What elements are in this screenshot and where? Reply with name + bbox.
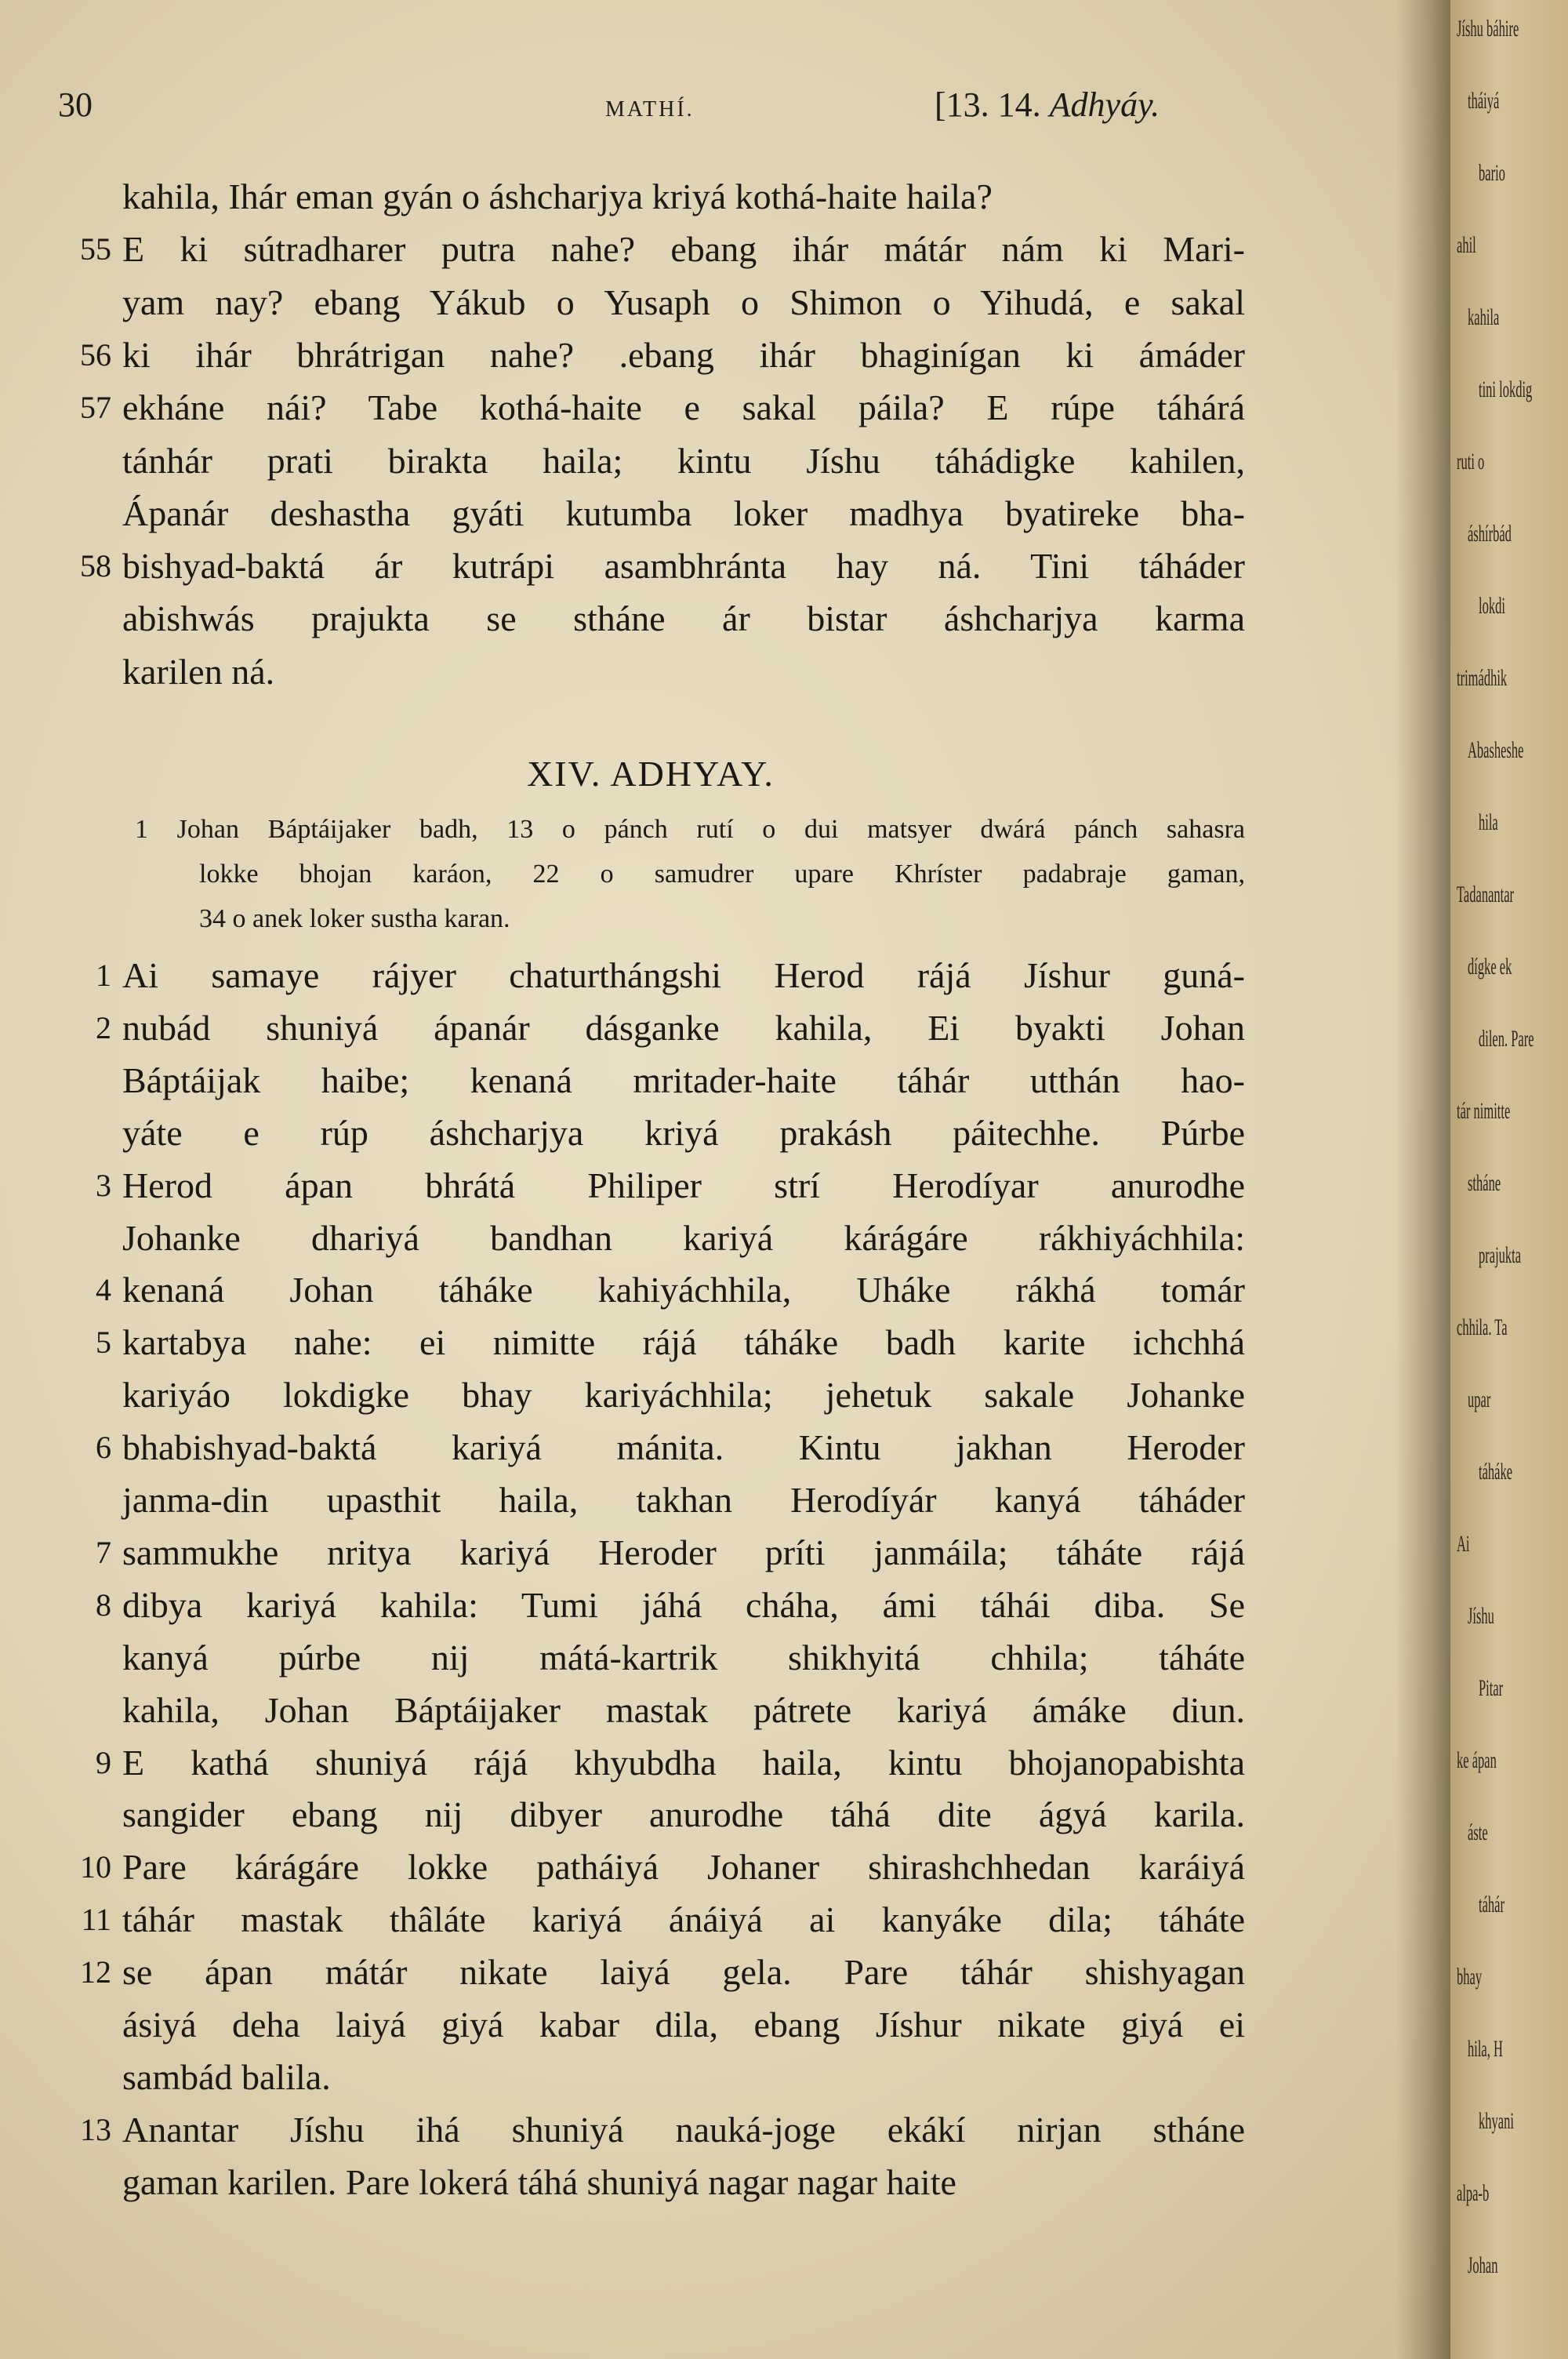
verse-number: 56 [80,336,111,373]
text-line: Pare kárágáre lokke patháiyá Johaner shirashchhedan karáiyá [122,1847,1245,1888]
facing-page-fragment: Jíshu báhire [1457,16,1519,42]
text-line: sammukhe nritya kariyá Heroder príti janmáila; táháte rájá [122,1532,1245,1572]
text-line: sangider ebang nij dibyer anurodhe táhá dite ágyá karila. [122,1794,1245,1835]
chapter-reference [935,85,1160,125]
verse-number: 6 [96,1430,111,1466]
text-line: bhabishyad-baktá kariyá mánita. Kintu jakhan Heroder [122,1427,1245,1468]
facing-page-fragment: Ai [1457,1531,1470,1557]
facing-page-fragment: trimádhik [1457,665,1508,691]
text-line: Herod ápan bhrátá Philiper strí Herodíyar anurodhe [122,1165,1245,1205]
facing-page-fragment: tár nimitte [1457,1098,1511,1124]
text-line: karilen ná. [122,651,275,692]
facing-page-fragment: prajukta [1479,1242,1522,1268]
text-line: kanyá púrbe nij mátá-kartrik shikhyitá chhila; táháte [122,1637,1245,1677]
verse-number: 10 [80,1849,111,1885]
facing-page-fragment: Pitar [1479,1675,1504,1701]
summary-line: 1 Johan Báptáijaker badh, 13 o pánch rutí o dui matsyer dwárá pánch sahasra [135,815,1245,844]
verse-number: 13 [80,2111,111,2147]
text-line: yam nay? ebang Yákub o Yusaph o Shimon o Yihudá, e sakal [122,282,1245,322]
text-line: kahila, Johan Báptáijaker mastak pátrete kariyá ámáke diun. [122,1689,1245,1730]
verse-number: 58 [80,548,111,584]
text-line: ki ihár bhrátrigan nahe? .ebang ihár bhaginígan ki ámáder [122,334,1245,375]
verse-number: 2 [96,1009,111,1045]
facing-page-fragment: alpa-b [1457,2180,1490,2206]
text-line: táhár mastak thâláte kariyá ánáiyá ai kanyáke dila; táháte [122,1899,1245,1940]
summary-line: 34 o anek loker sustha karan. [199,904,510,933]
facing-page-fragment: khyani [1479,2108,1514,2134]
book-gutter-shadow [1396,0,1450,2359]
verse-number: 7 [96,1534,111,1570]
text-line: yáte e rúp áshcharjya kriyá prakásh páitechhe. Púrbe [122,1112,1245,1153]
verse-number: 4 [96,1272,111,1308]
verse-number: 9 [96,1744,111,1780]
text-line: tánhár prati birakta haila; kintu Jíshu táhádigke kahilen, [122,440,1245,481]
verse-number: 55 [80,231,111,267]
verse-number: 5 [96,1325,111,1361]
text-line: janma-din upasthit haila, takhan Herodíyár kanyá táháder [122,1480,1245,1520]
facing-page-fragment: tini lokdig [1479,376,1533,402]
facing-page-fragment: hila [1479,809,1498,835]
verse-number: 12 [80,1954,111,1990]
facing-page-fragment: táháke [1479,1459,1513,1485]
text-line: nubád shuniyá ápanár dásganke kahila, Ei byakti Johan [122,1007,1245,1048]
facing-page-fragment: Johan [1468,2252,1498,2278]
facing-page-fragment: tháiyá [1468,88,1500,114]
text-line: se ápan mátár nikate laiyá gela. Pare táhár shishyagan [122,1952,1245,1993]
facing-page-fragment: ke ápan [1457,1747,1497,1773]
facing-page-fragment: kahila [1468,304,1500,330]
chapter-reference-numbers: [13. 14. [935,85,1041,124]
text-line: E kathá shuniyá rájá khyubdha haila, kintu bhojanopabishta [122,1742,1245,1783]
text-line: kartabya nahe: ei nimitte rájá táháke badh karite ichchhá [122,1322,1245,1363]
facing-page-fragment: upar [1468,1387,1491,1412]
text-line: gaman karilen. Pare lokerá táhá shuniyá nagar nagar haite [122,2161,956,2202]
text-line: kariyáo lokdigke bhay kariyáchhila; jehetuk sakale Johanke [122,1375,1245,1416]
text-line: dibya kariyá kahila: Tumi jáhá cháha, ámi táhái diba. Se [122,1584,1245,1625]
text-line: ekháne nái? Tabe kothá-haite e sakal páila? E rúpe táhárá [122,387,1245,428]
summary-line: lokke bhojan karáon, 22 o samudrer upare Khríster padabraje gaman, [199,860,1245,889]
facing-page-fragment: Jíshu [1468,1603,1494,1629]
text-line: abishwás prajukta se stháne ár bistar áshcharjya karma [122,598,1245,639]
verse-number: 1 [96,958,111,993]
facing-page-fragment: ahil [1457,232,1476,258]
verse-number: 8 [96,1587,111,1623]
facing-page-fragment: táhár [1479,1892,1504,1917]
verse-number: 3 [96,1167,111,1203]
text-line: Ai samaye rájyer chaturthángshi Herod rájá Jíshur guná- [122,955,1245,995]
facing-page-fragment: dilen. Pare [1479,1026,1534,1052]
running-title: MATHÍ. [605,97,695,122]
text-line: kahila, Ihár eman gyán o áshcharjya kriyá kothá-haite haila? [122,176,993,216]
verse-number: 11 [81,1902,111,1938]
text-line: Johanke dhariyá bandhan kariyá kárágáre rákhiyáchhila: [122,1217,1245,1258]
facing-page-fragment: áshírbád [1468,521,1512,547]
verse-number: 57 [80,390,111,426]
text-line: kenaná Johan táháke kahiyáchhila, Uháke rákhá tomár [122,1270,1245,1310]
facing-page-fragment: Tadanantar [1457,881,1515,907]
text-line: sambád balila. [122,2056,331,2097]
chapter-heading: XIV. ADHYAY. [527,754,775,794]
text-line: E ki sútradharer putra nahe? ebang ihár mátár nám ki Mari- [122,229,1245,270]
facing-page-fragment: bhay [1457,1964,1483,1990]
facing-page-fragment: chhila. Ta [1457,1314,1508,1340]
facing-page-fragment: áste [1468,1819,1488,1845]
text-line: Anantar Jíshu ihá shuniyá nauká-joge ekákí nirjan stháne [122,2109,1245,2150]
facing-page-fragment: ruti o [1457,449,1485,474]
chapter-reference-word: Adhyáy. [1049,85,1160,124]
facing-page-fragment: Abasheshe [1468,737,1524,763]
facing-page-fragment: bario [1479,160,1505,186]
text-line: bishyad-baktá ár kutrápi asambhránta hay ná. Tini táháder [122,546,1245,587]
facing-page-fragment: dígke ek [1468,954,1512,980]
text-line: Báptáijak haibe; kenaná mritader-haite táhár utthán hao- [122,1060,1245,1100]
text-line: Ápanár deshastha gyáti kutumba loker madhya byatireke bha- [122,493,1245,533]
facing-page-edge [1450,0,1568,2359]
page-number: 30 [58,85,93,124]
facing-page-fragment: lokdi [1479,593,1505,619]
facing-page-fragment: stháne [1468,1170,1501,1196]
text-line: ásiyá deha laiyá giyá kabar dila, ebang Jíshur nikate giyá ei [122,2005,1245,2045]
facing-page-fragment: hila, H [1468,2036,1503,2062]
